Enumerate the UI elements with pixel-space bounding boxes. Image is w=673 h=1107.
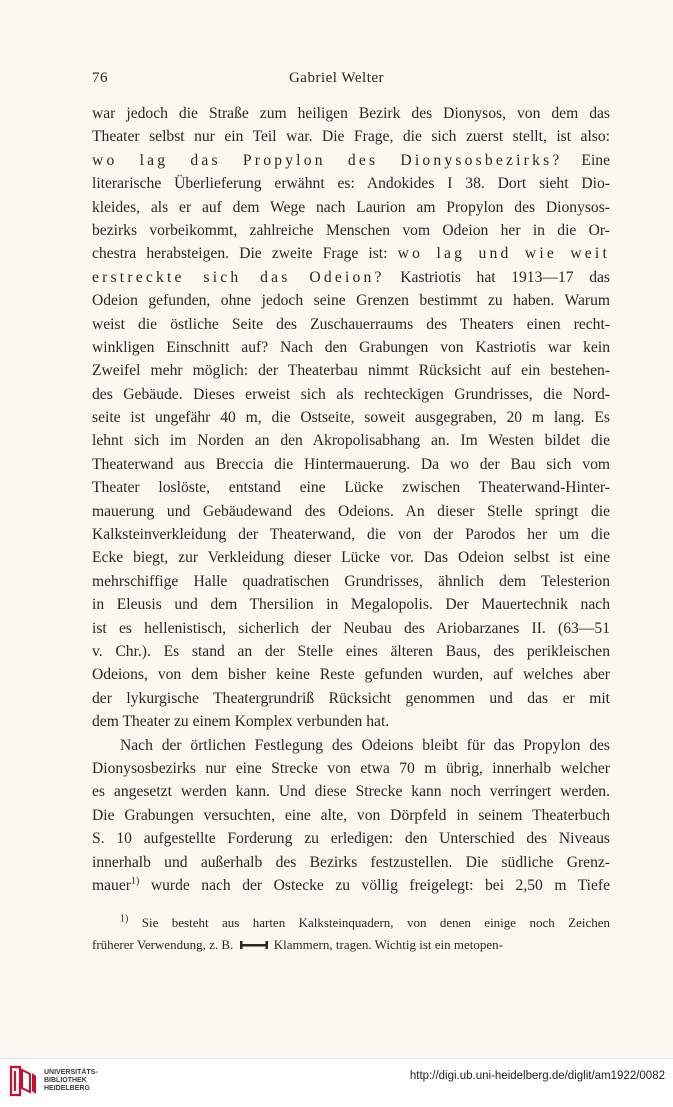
text-line: lehnt sich im Norden an den Akropolisabhang an. Im Westen bildet die	[92, 432, 610, 450]
footer-bar	[0, 1058, 673, 1107]
text-line: Odeions, von dem bisher keine Reste gefunden wurden, auf welches aber	[92, 666, 610, 684]
text-line: Kalksteinverkleidung der Theaterwand, die von der Parodos her um die	[92, 526, 610, 544]
library-logo[interactable]	[8, 1064, 98, 1098]
footnote	[92, 912, 610, 956]
text-line: der lykurgische Theatergrundriß Rücksicht genommen und das er mit	[92, 689, 610, 707]
library-name-line: UNIVERSITÄTS-	[44, 1069, 98, 1076]
text-line: S. 10 aufgestellte Forderung zu erledigen: den Unterschied des Niveaus	[92, 830, 610, 848]
text-line: winkligen Einschnitt auf? Nach den Grabungen von Kastriotis war kein	[92, 338, 610, 356]
text-line: kleides, als er auf dem Wege nach Laurion am Propylon des Dionysos-	[92, 198, 610, 216]
text-line: ist es hellenistisch, sicherlich der Neubau des Ariobarzanes II. (63—51	[92, 619, 610, 637]
text-line: mehrschiffige Halle quadratischen Grundrisses, ähnlich dem Telesterion	[92, 572, 610, 590]
text-line: mauerung und Gebäudewand des Odeions. An dieser Stelle springt die	[92, 502, 610, 520]
text-line: des Gebäude. Dieses erweist sich als rechteckigen Grundrisses, die Nord-	[92, 385, 610, 403]
text-line: Theaterwand aus Breccia die Hintermauerung. Da wo der Bau sich vom	[92, 455, 610, 473]
footnote-marker: 1)	[120, 913, 129, 925]
text-line-with-footnote	[92, 874, 610, 897]
footnote-line	[92, 934, 610, 956]
clamp-symbol-icon	[239, 940, 269, 950]
body-text	[92, 102, 610, 897]
text-line: es angesetzt werden kann. Und diese Strecke kann noch verringert werden.	[92, 783, 610, 801]
spaced-question: erstreckte sich das Odeion?	[92, 268, 385, 286]
text-line: dem Theater zu einem Komplex verbunden hat.	[92, 713, 390, 731]
spaced-question: wo lag das Propylon des Dionysosbezirks?	[92, 151, 563, 169]
text-fragment: mauer	[92, 876, 131, 894]
text-line: Odeion gefunden, ohne jedoch seine Grenzen bestimmt zu haben. Warum	[92, 292, 610, 310]
text-fragment: Klammern, tragen. Wichtig ist ein metopen-	[273, 937, 503, 952]
text-line: seite ist ungefähr 40 m, die Ostseite, soweit ausgegraben, 20 m lang. Es	[92, 409, 610, 427]
text-line: war jedoch die Straße zum heiligen Bezirk des Dionysos, von dem das	[92, 105, 610, 122]
text-line: Die Grabungen versuchten, eine alte, von Dörpfeld in seinem Theaterbuch	[92, 806, 610, 824]
text-line: Ecke biegt, zur Verkleidung dieser Lücke vor. Das Odeion selbst ist eine	[92, 549, 610, 567]
text-line: in Eleusis und dem Thersilion in Megalopolis. Der Mauertechnik nach	[92, 596, 610, 614]
text-fragment: früherer Verwendung, z. B.	[92, 937, 234, 952]
text-fragment: chestra herabsteigen. Die zweite Frage ist:	[92, 245, 388, 263]
spaced-question: wo lag und wie weit	[397, 245, 610, 263]
library-name	[44, 1069, 98, 1093]
library-name-line: HEIDELBERG	[44, 1085, 90, 1092]
text-line: innerhalb und außerhalb des Bezirks festzustellen. Die südliche Grenz-	[92, 853, 610, 871]
running-title: Gabriel Welter	[288, 70, 385, 86]
text-line-spaced	[92, 242, 610, 265]
page-header	[92, 70, 581, 90]
text-line: Theater selbst nur ein Teil war. Die Frage, die sich zuerst stellt, ist also:	[92, 128, 610, 146]
text-line: weist die östliche Seite des Zuschauerraums des Theaters einen recht-	[92, 315, 610, 333]
text-line: v. Chr.). Es stand an der Stelle eines älteren Baus, des perikleischen	[92, 642, 610, 660]
text-line: Zweifel mehr möglich: der Theaterbau nimmt Rücksicht auf ein bestehen-	[92, 362, 610, 380]
text-fragment: Eine	[581, 151, 610, 169]
text-fragment: wurde nach der Ostecke zu völlig freigelegt: bei 2,50 m Tiefe	[150, 876, 610, 894]
text-line: bezirks vorbeikommt, zahlreiche Menschen vom Odeion her in die Or-	[92, 221, 610, 239]
text-line: Dionysosbezirks nur eine Strecke von etwa 70 m übrig, innerhalb welcher	[92, 759, 610, 777]
text-line-spaced	[92, 149, 610, 172]
text-line-spaced	[92, 266, 610, 289]
page-number: 76	[92, 70, 108, 86]
footnote-reference[interactable]: 1)	[130, 875, 140, 887]
text-fragment: Kastriotis hat 1913—17 das	[400, 268, 610, 286]
footnote-line	[92, 912, 610, 934]
library-name-line: BIBLIOTHEK	[44, 1077, 87, 1084]
text-fragment: Sie besteht aus harten Kalksteinquadern, von denen einige noch Zeichen	[141, 915, 610, 930]
text-line: Theater loslöste, entstand eine Lücke zwischen Theaterwand-Hinter-	[92, 479, 610, 497]
text-line: Nach der örtlichen Festlegung des Odeions bleibt für das Propylon des	[120, 736, 610, 754]
source-url-link[interactable]: http://digi.ub.uni-heidelberg.de/diglit/am1922/0082	[409, 1070, 665, 1082]
university-library-logo-icon	[8, 1064, 38, 1098]
text-line: literarische Überlieferung erwähnt es: Andokides I 38. Dort sieht Dio-	[92, 175, 610, 193]
